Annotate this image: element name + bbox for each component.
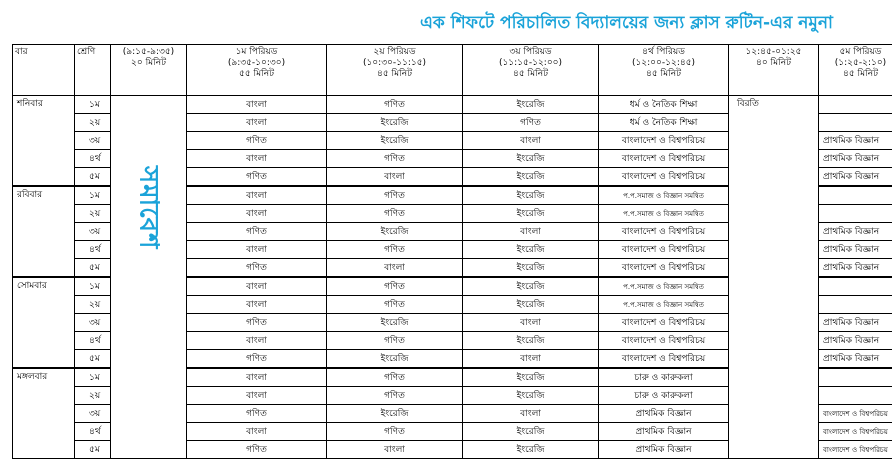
page-title: এক শিফটে পরিচালিত বিদ্যালয়ের জন্য ক্লাস রুটিন-এর নমুনা bbox=[420, 10, 890, 38]
assembly-label: সমাবেশ bbox=[127, 166, 171, 249]
period-3-subject: ইংরেজি bbox=[463, 96, 599, 114]
header-row bbox=[13, 45, 892, 96]
period-1-subject: গণিত bbox=[187, 350, 327, 369]
class-name: ২য় bbox=[75, 387, 111, 405]
period-3-subject: ইংরেজি bbox=[463, 259, 599, 278]
class-name: ১ম bbox=[75, 96, 111, 114]
period-1-subject: গণিত bbox=[187, 168, 327, 187]
period-1-subject: বাংলা bbox=[187, 423, 327, 441]
period-3-subject: ইংরেজি bbox=[463, 277, 599, 296]
period-1-subject: বাংলা bbox=[187, 205, 327, 223]
class-name: ৩য় bbox=[75, 314, 111, 332]
header-period-1: ১ম পিরিয়ড (৯:৩৫-১০:৩০) ৫৫ মিনিট bbox=[187, 45, 327, 96]
class-name: ৫ম bbox=[75, 168, 111, 187]
period-1-subject: বাংলা bbox=[187, 114, 327, 132]
period-2-subject: গণিত bbox=[327, 423, 463, 441]
period-5-subject: বাংলাদেশ ও বিশ্বপরিচয় bbox=[819, 441, 892, 459]
routine-body bbox=[13, 96, 892, 459]
class-name: ৫ম bbox=[75, 441, 111, 459]
period-4-subject: ধর্ম ও নৈতিক শিক্ষা bbox=[599, 96, 729, 114]
period-3-subject: ইংরেজি bbox=[463, 186, 599, 205]
period-4-subject: বাংলাদেশ ও বিশ্বপরিচয় bbox=[599, 241, 729, 259]
period-1-subject: গণিত bbox=[187, 132, 327, 150]
period-5-subject bbox=[819, 114, 892, 132]
period-5-subject: প্রাথমিক বিজ্ঞান bbox=[819, 350, 892, 369]
class-name: ৪র্থ bbox=[75, 150, 111, 168]
class-name: ৩য় bbox=[75, 132, 111, 150]
period-2-subject: গণিত bbox=[327, 387, 463, 405]
period-4-subject: বাংলাদেশ ও বিশ্বপরিচয় bbox=[599, 350, 729, 369]
period-1-subject: বাংলা bbox=[187, 186, 327, 205]
day-name: মঙ্গলবার bbox=[13, 368, 75, 459]
header-break: ১২:৪৫-০১:২৫ ৪০ মিনিট bbox=[729, 45, 819, 96]
period-2-subject: ইংরেজি bbox=[327, 114, 463, 132]
period-5-subject: প্রাথমিক বিজ্ঞান bbox=[819, 314, 892, 332]
period-4-subject: ধর্ম ও নৈতিক শিক্ষা bbox=[599, 114, 729, 132]
day-name: শনিবার bbox=[13, 96, 75, 187]
period-2-subject: গণিত bbox=[327, 186, 463, 205]
class-name: ৩য় bbox=[75, 223, 111, 241]
period-5-subject: প্রাথমিক বিজ্ঞান bbox=[819, 241, 892, 259]
period-5-subject: প্রাথমিক বিজ্ঞান bbox=[819, 132, 892, 150]
period-1-subject: বাংলা bbox=[187, 241, 327, 259]
period-3-subject: ইংরেজি bbox=[463, 205, 599, 223]
period-4-subject: প্রাথমিক বিজ্ঞান bbox=[599, 405, 729, 423]
class-name: ৩য় bbox=[75, 405, 111, 423]
period-4-subject: প.প.সমাজ ও বিজ্ঞান সমন্বিত bbox=[599, 277, 729, 296]
class-name: ৪র্থ bbox=[75, 423, 111, 441]
period-5-subject bbox=[819, 277, 892, 296]
period-1-subject: গণিত bbox=[187, 259, 327, 278]
period-5-subject: প্রাথমিক বিজ্ঞান bbox=[819, 332, 892, 350]
period-4-subject: প.প.সমাজ ও বিজ্ঞান সমন্বিত bbox=[599, 186, 729, 205]
period-1-subject: বাংলা bbox=[187, 150, 327, 168]
period-2-subject: গণিত bbox=[327, 205, 463, 223]
table-row bbox=[13, 96, 892, 114]
period-1-subject: বাংলা bbox=[187, 296, 327, 314]
period-1-subject: বাংলা bbox=[187, 368, 327, 387]
period-4-subject: চারু ও কারুকলা bbox=[599, 368, 729, 387]
period-5-subject bbox=[819, 387, 892, 405]
period-2-subject: ইংরেজি bbox=[327, 314, 463, 332]
period-1-subject: বাংলা bbox=[187, 332, 327, 350]
period-5-subject: প্রাথমিক বিজ্ঞান bbox=[819, 150, 892, 168]
period-1-subject: গণিত bbox=[187, 314, 327, 332]
class-name: ১ম bbox=[75, 186, 111, 205]
period-2-subject: গণিত bbox=[327, 150, 463, 168]
class-name: ৪র্থ bbox=[75, 241, 111, 259]
period-3-subject: ইংরেজি bbox=[463, 168, 599, 187]
class-name: ২য় bbox=[75, 296, 111, 314]
period-4-subject: বাংলাদেশ ও বিশ্বপরিচয় bbox=[599, 259, 729, 278]
header-assembly: (৯:১৫-৯:৩৫) ২০ মিনিট bbox=[111, 45, 187, 96]
class-name: ৫ম bbox=[75, 259, 111, 278]
day-name: সোমবার bbox=[13, 277, 75, 368]
period-3-subject: গণিত bbox=[463, 114, 599, 132]
period-3-subject: ইংরেজি bbox=[463, 387, 599, 405]
period-1-subject: বাংলা bbox=[187, 277, 327, 296]
period-2-subject: বাংলা bbox=[327, 441, 463, 459]
period-1-subject: গণিত bbox=[187, 441, 327, 459]
period-5-subject: প্রাথমিক বিজ্ঞান bbox=[819, 259, 892, 278]
period-2-subject: বাংলা bbox=[327, 168, 463, 187]
header-class: শ্রেণি bbox=[75, 45, 111, 96]
class-name: ৪র্থ bbox=[75, 332, 111, 350]
period-5-subject bbox=[819, 296, 892, 314]
period-2-subject: ইংরেজি bbox=[327, 350, 463, 369]
class-name: ২য় bbox=[75, 205, 111, 223]
period-3-subject: ইংরেজি bbox=[463, 296, 599, 314]
header-period-3: ৩য় পিরিয়ড (১১:১৫-১২:০০) ৪৫ মিনিট bbox=[463, 45, 599, 96]
routine-table bbox=[12, 44, 892, 459]
period-3-subject: বাংলা bbox=[463, 350, 599, 369]
period-2-subject: ইংরেজি bbox=[327, 223, 463, 241]
period-4-subject: বাংলাদেশ ও বিশ্বপরিচয় bbox=[599, 150, 729, 168]
period-2-subject: গণিত bbox=[327, 277, 463, 296]
period-1-subject: গণিত bbox=[187, 405, 327, 423]
period-4-subject: চারু ও কারুকলা bbox=[599, 387, 729, 405]
period-3-subject: ইংরেজি bbox=[463, 150, 599, 168]
period-3-subject: বাংলা bbox=[463, 314, 599, 332]
period-3-subject: ইংরেজি bbox=[463, 332, 599, 350]
period-2-subject: ইংরেজি bbox=[327, 405, 463, 423]
period-5-subject bbox=[819, 186, 892, 205]
header-period-5: ৫ম পিরিয়ড (১:২৫-২:১০) ৪৫ মিনিট bbox=[819, 45, 892, 96]
period-5-subject: প্রাথমিক বিজ্ঞান bbox=[819, 168, 892, 187]
header-day: বার bbox=[13, 45, 75, 96]
period-2-subject: গণিত bbox=[327, 368, 463, 387]
period-4-subject: প্রাথমিক বিজ্ঞান bbox=[599, 441, 729, 459]
period-3-subject: বাংলা bbox=[463, 405, 599, 423]
period-4-subject: প.প.সমাজ ও বিজ্ঞান সমন্বিত bbox=[599, 296, 729, 314]
period-4-subject: প.প.সমাজ ও বিজ্ঞান সমন্বিত bbox=[599, 205, 729, 223]
period-4-subject: বাংলাদেশ ও বিশ্বপরিচয় bbox=[599, 314, 729, 332]
class-name: ৫ম bbox=[75, 350, 111, 369]
break-cell bbox=[729, 96, 819, 459]
period-4-subject: প্রাথমিক বিজ্ঞান bbox=[599, 423, 729, 441]
period-4-subject: বাংলাদেশ ও বিশ্বপরিচয় bbox=[599, 332, 729, 350]
period-5-subject: বাংলাদেশ ও বিশ্বপরিচয় bbox=[819, 423, 892, 441]
period-2-subject: ইংরেজি bbox=[327, 132, 463, 150]
assembly-cell bbox=[111, 96, 187, 459]
period-5-subject bbox=[819, 96, 892, 114]
class-name: ১ম bbox=[75, 368, 111, 387]
period-3-subject: ইংরেজি bbox=[463, 441, 599, 459]
period-3-subject: ইংরেজি bbox=[463, 368, 599, 387]
period-5-subject: প্রাথমিক বিজ্ঞান bbox=[819, 223, 892, 241]
period-1-subject: গণিত bbox=[187, 223, 327, 241]
period-3-subject: ইংরেজি bbox=[463, 241, 599, 259]
period-2-subject: গণিত bbox=[327, 96, 463, 114]
period-5-subject: বাংলাদেশ ও বিশ্বপরিচয় bbox=[819, 405, 892, 423]
period-3-subject: বাংলা bbox=[463, 132, 599, 150]
period-5-subject bbox=[819, 205, 892, 223]
break-label: বিরতি bbox=[737, 99, 759, 109]
period-4-subject: বাংলাদেশ ও বিশ্বপরিচয় bbox=[599, 223, 729, 241]
period-4-subject: বাংলাদেশ ও বিশ্বপরিচয় bbox=[599, 132, 729, 150]
period-5-subject bbox=[819, 368, 892, 387]
period-2-subject: বাংলা bbox=[327, 259, 463, 278]
period-2-subject: গণিত bbox=[327, 332, 463, 350]
header-period-4: ৪র্থ পিরিয়ড (১২:০০-১২:৪৫) ৪৫ মিনিট bbox=[599, 45, 729, 96]
period-2-subject: গণিত bbox=[327, 241, 463, 259]
class-name: ২য় bbox=[75, 114, 111, 132]
period-1-subject: বাংলা bbox=[187, 387, 327, 405]
period-3-subject: বাংলা bbox=[463, 223, 599, 241]
period-1-subject: বাংলা bbox=[187, 96, 327, 114]
day-name: রবিবার bbox=[13, 186, 75, 277]
period-3-subject: ইংরেজি bbox=[463, 423, 599, 441]
class-name: ১ম bbox=[75, 277, 111, 296]
period-4-subject: বাংলাদেশ ও বিশ্বপরিচয় bbox=[599, 168, 729, 187]
header-period-2: ২য় পিরিয়ড (১০:৩০-১১:১৫) ৪৫ মিনিট bbox=[327, 45, 463, 96]
period-2-subject: গণিত bbox=[327, 296, 463, 314]
